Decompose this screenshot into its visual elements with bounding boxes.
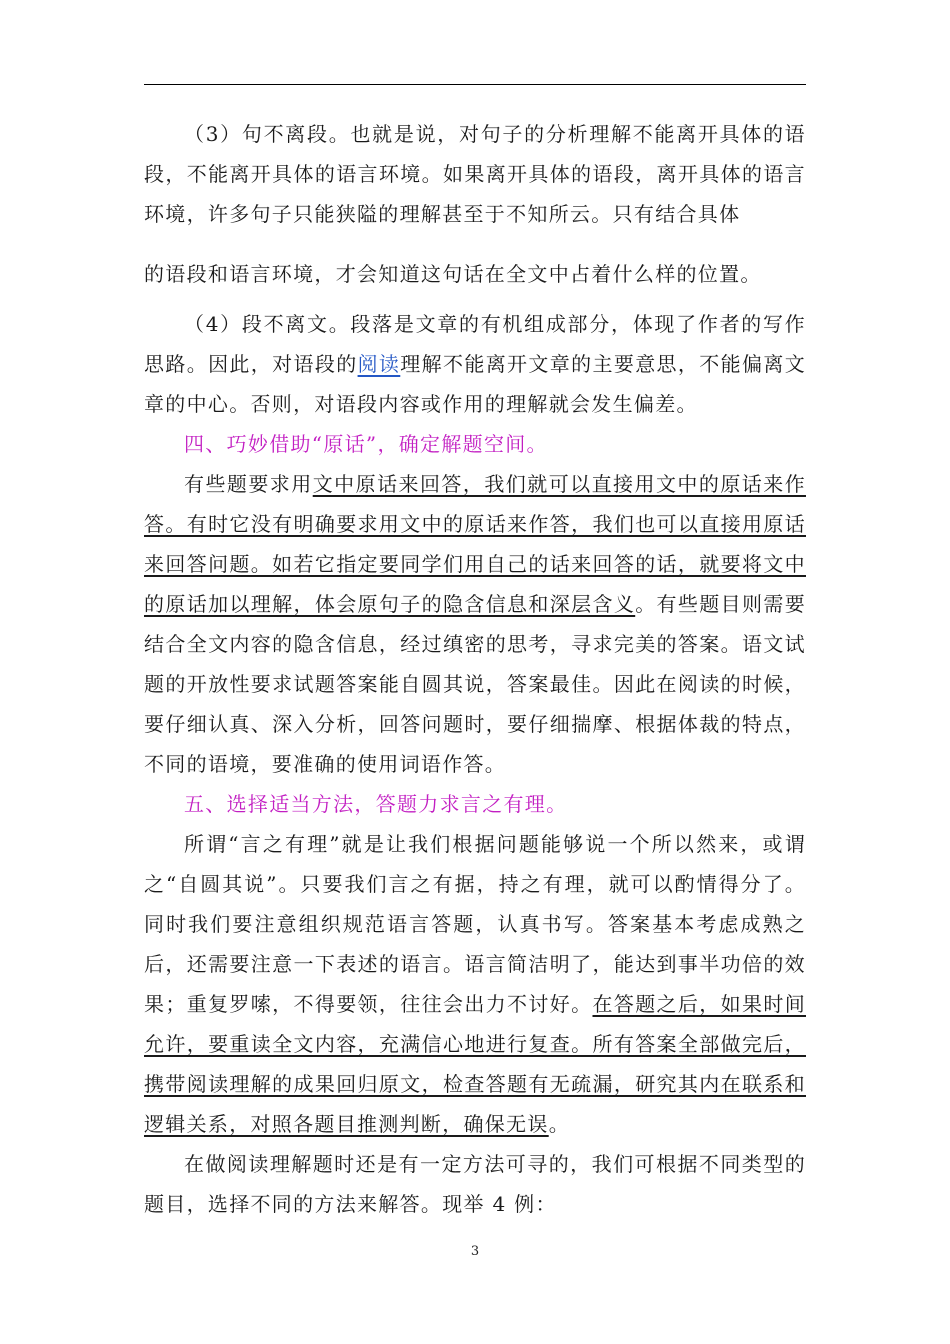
paragraph-4 xyxy=(144,304,806,424)
paragraph-6-end: 。 xyxy=(548,1112,571,1136)
paragraph-3 xyxy=(144,114,806,234)
paragraph-4-text-b: 理解不能离开文章的主要意思，不能偏离文章的中心。否则，对语段内容或作用的理解就会发生偏差。 xyxy=(144,352,806,416)
paragraph-7: 在做阅读理解题时还是有一定方法可寻的，我们可根据不同类型的题目，选择不同的方法来解答。现举 4 例： xyxy=(144,1152,806,1216)
paragraph-6 xyxy=(144,824,806,1144)
paragraph-5-underlined: 文中原话来回答，我们就可以直接用文中的原话来作答。有时它没有明确要求用文中的原话来作答，我们也可以直接用原话来回答问题。如若它指定要同学们用自己的话来回答的话，就要将文中的原话加以理解，体会原句子的隐含信息和深层含义 xyxy=(144,472,806,616)
section-heading-4: 四、巧妙借助“原话”，确定解题空间。 xyxy=(184,432,548,456)
reading-link[interactable]: 阅读 xyxy=(357,352,401,376)
paragraph-6-text-a: 所谓“言之有理”就是让我们根据问题能够说一个所以然来，或谓之“自圆其说”。只要我们言之有据，持之有理，就可以酌情得分了。同时我们要注意组织规范语言答题，认真书写。答案基本考虑成熟之后，还需要注意一下表述的语言。语言简洁明了，能达到事半功倍的效果；重复罗嗦，不得要领，往往会出力不讨好。 xyxy=(144,832,806,1016)
page-number: 3 xyxy=(470,1244,480,1259)
section-heading-5: 五、选择适当方法，答题力求言之有理。 xyxy=(184,792,568,816)
paragraph-4-text-a: （4）段不离文。段落是文章的有机组成部分，体现了作者的写作思路。因此，对语段的 xyxy=(144,312,806,376)
paragraph-5-text-a: 有些题要求用 xyxy=(184,472,313,496)
paragraph-3-line1: （3）句不离段。也就是说，对句子的分析理解不能离开具体的语段，不能离开具体的语言环境。如果离开具体的语段，离开具体的语言环境，许多句子只能狭隘的理解甚至于不知所云。只有结合具体 xyxy=(144,122,806,226)
main-body xyxy=(144,304,806,1224)
paragraph-6-underlined: 在答题之后，如果时间允许，要重读全文内容，充满信心地进行复查。所有答案全部做完后，携带阅读理解的成果回归原文，检查答题有无疏漏，研究其内在联系和逻辑关系，对照各题目推测判断，确保无误 xyxy=(144,992,806,1136)
paragraph-3-line2: 的语段和语言环境，才会知道这句话在全文中占着什么样的位置。 xyxy=(144,262,762,286)
paragraph-5 xyxy=(144,464,806,784)
paragraph-5-text-b: 。有些题目则需要结合全文内容的隐含信息，经过缜密的思考，寻求完美的答案。语文试题的开放性要求试题答案能自圆其说，答案最佳。因此在阅读的时候，要仔细认真、深入分析，回答问题时，要仔细揣摩、根据体裁的特点，不同的语境，要准确的使用词语作答。 xyxy=(144,592,806,776)
paragraph-3-continued xyxy=(144,254,806,294)
header-rule xyxy=(144,84,806,85)
